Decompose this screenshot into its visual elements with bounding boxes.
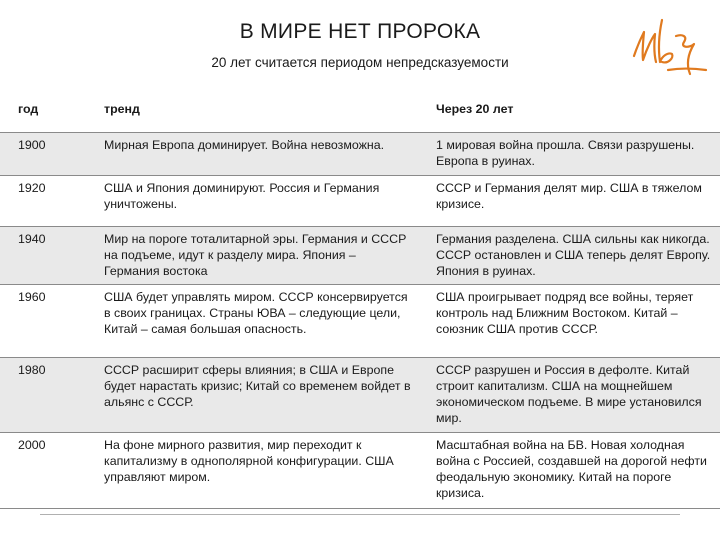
- trend-cell: СССР расширит сферы влияния; в США и Европе будет нарастать кризис; Китай со временем войдет в альянс с СССР.: [90, 358, 418, 433]
- after-cell: Масштабная война на БВ. Новая холодная война с Россией, создавшей на дорогой нефти феодальную экономику. Китай на пороге кризиса.: [418, 433, 720, 509]
- column-header-year: год: [0, 89, 90, 133]
- after-cell: СССР и Германия делят мир. США в тяжелом кризисе.: [418, 176, 720, 227]
- table-row: [0, 176, 720, 227]
- year-cell: 1960: [0, 285, 90, 358]
- year-cell: 1900: [0, 133, 90, 176]
- year-cell: 1940: [0, 227, 90, 285]
- after-cell: 1 мировая война прошла. Связи разрушены. Европа в руинах.: [418, 133, 720, 176]
- table-row: [0, 285, 720, 358]
- table-row: [0, 133, 720, 176]
- page-subtitle: 20 лет считается периодом непредсказуемости: [211, 55, 509, 70]
- page-title: В МИРЕ НЕТ ПРОРОКА: [239, 20, 481, 43]
- trend-table: [0, 89, 720, 509]
- year-cell: 1980: [0, 358, 90, 433]
- year-cell: 1920: [0, 176, 90, 227]
- after-cell: Германия разделена. США сильны как никогда. СССР остановлен и США теперь делят Европу. Япония в руинах.: [418, 227, 720, 285]
- trend-cell: США и Япония доминируют. Россия и Германия уничтожены.: [90, 176, 418, 227]
- footer-divider: [40, 514, 680, 515]
- trend-cell: Мир на пороге тоталитарной эры. Германия и СССР на подъеме, идут к разделу мира. Япония – Германия востока: [90, 227, 418, 285]
- year-cell: 2000: [0, 433, 90, 509]
- table-header-row: [0, 89, 720, 133]
- column-header-after-20-years: Через 20 лет: [418, 89, 720, 133]
- table-row: [0, 433, 720, 509]
- after-cell: США проигрывает подряд все войны, теряет контроль над Ближним Востоком. Китай – союзник США против СССР.: [418, 285, 720, 358]
- table-row: [0, 227, 720, 285]
- after-cell: СССР разрушен и Россия в дефолте. Китай строит капитализм. США на мощнейшем экономическом подъеме. В мире установился мир.: [418, 358, 720, 433]
- trend-cell: На фоне мирного развития, мир переходит к капитализму в однополярной конфигурации. США управляют миром.: [90, 433, 418, 509]
- trend-cell: США будет управлять миром. СССР консервируется в своих границах. Страны ЮВА – следующие цели, Китай – самая большая опасность.: [90, 285, 418, 358]
- signature-logo-icon: [628, 14, 712, 80]
- column-header-trend: тренд: [90, 89, 418, 133]
- table-row: [0, 358, 720, 433]
- trend-cell: Мирная Европа доминирует. Война невозможна.: [90, 133, 418, 176]
